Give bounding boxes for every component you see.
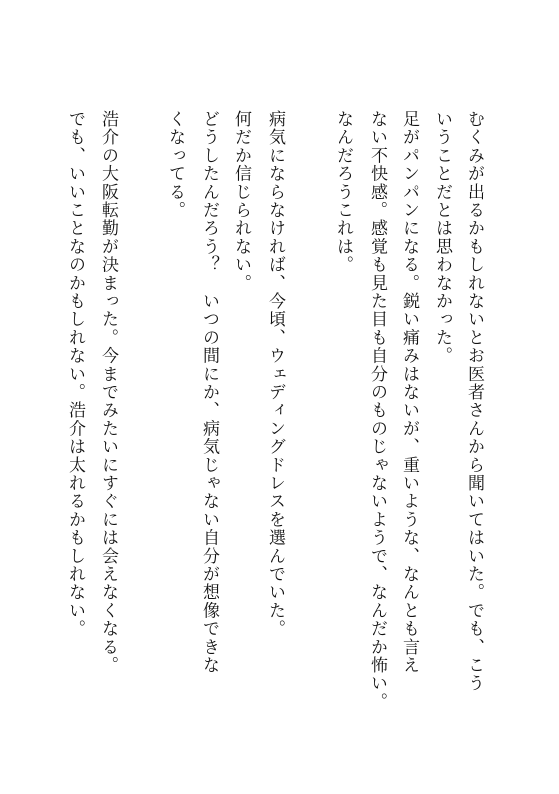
text-line: でも、いいことなのかもしれない。浩介は太れるかもしれない。 bbox=[65, 110, 85, 638]
text-line: 浩介の大阪転勤が決まった。今までみたいにすぐには会えなくなる。 bbox=[98, 110, 118, 675]
text-line: ない不快感。感覚も見た目も自分のものじゃないようで、なんだか怖い。 bbox=[367, 110, 387, 711]
text-line: いうことだとは思わなかった。 bbox=[432, 110, 452, 365]
text-line: なんだろうこれは。 bbox=[333, 110, 353, 274]
text-line: どうしたんだろう？ いつの間にか、病気じゃない自分が想像できな bbox=[199, 110, 219, 675]
text-line: 何だか信じられない。 bbox=[231, 110, 251, 292]
text-line: むくみが出るかもしれないとお医者さんから聞いてはいた。でも、こう bbox=[464, 110, 484, 693]
text-line: 病気にならなければ、今頃、ウェディングドレスを選んでいた。 bbox=[265, 110, 285, 638]
text-line: くなってる。 bbox=[165, 110, 185, 220]
text-line: 足がパンパンになる。鋭い痛みはないが、重いような、なんとも言え bbox=[399, 110, 419, 675]
